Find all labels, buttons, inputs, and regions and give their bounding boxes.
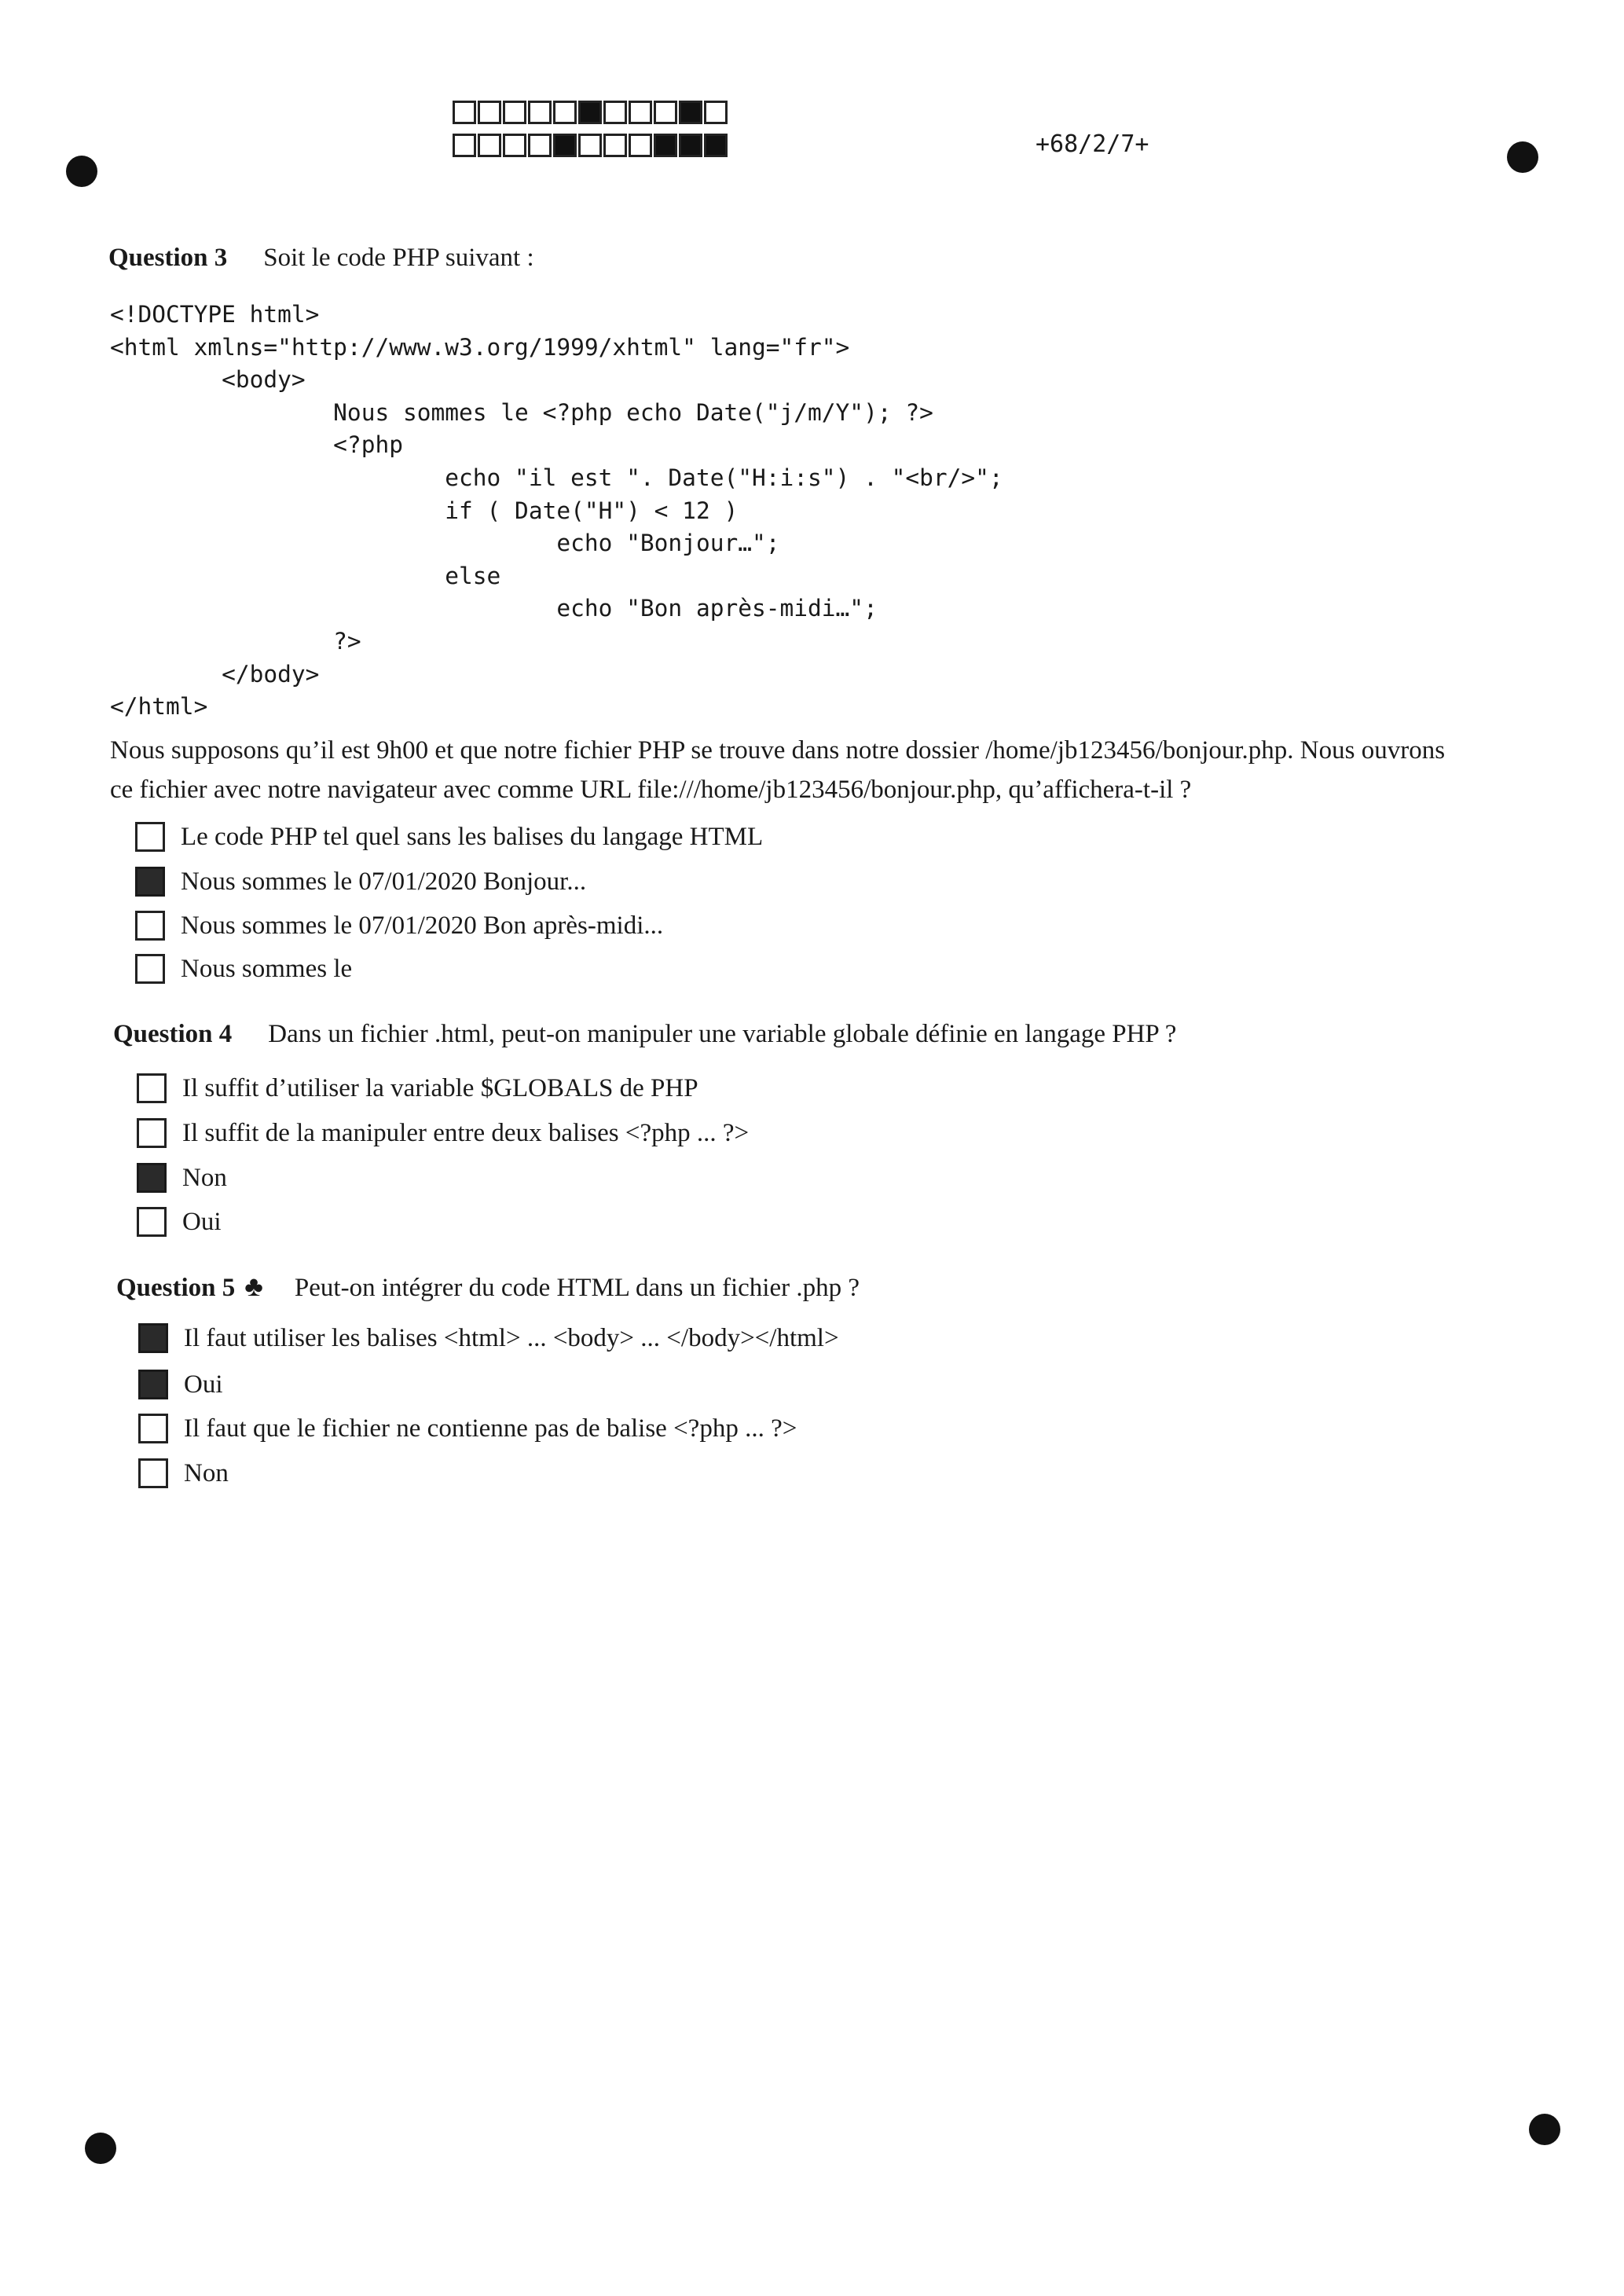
id-grid-row-2 [453, 134, 729, 157]
q5-option-2[interactable] [138, 1370, 223, 1399]
checkbox[interactable] [135, 867, 165, 897]
id-grid-cell [603, 101, 627, 124]
checkbox[interactable] [137, 1073, 167, 1103]
question-5-header [116, 1270, 860, 1303]
checkbox[interactable] [138, 1458, 168, 1488]
code-line: Nous sommes le <?php echo Date("j/m/Y"); ?> [110, 398, 933, 426]
code-line: <?php [110, 431, 403, 459]
code-line: </html> [110, 693, 208, 721]
php-code-block [110, 299, 1003, 724]
question-5-text: Peut-on intégrer du code HTML dans un fichier .php ? [294, 1274, 860, 1302]
option-label: Oui [182, 1207, 222, 1236]
id-grid-cell [453, 134, 476, 157]
option-label: Il faut que le fichier ne contienne pas de balise <?php ... ?> [184, 1414, 797, 1443]
q5-option-3[interactable] [138, 1414, 797, 1443]
id-grid-cell [654, 101, 677, 124]
option-label: Il suffit de la manipuler entre deux balises <?php ... ?> [182, 1118, 750, 1147]
checkbox[interactable] [137, 1163, 167, 1193]
id-grid-cell [704, 101, 728, 124]
paragraph-line-2: ce fichier avec notre navigateur avec comme URL file:///home/jb123456/bonjour.php, qu’affichera-t-il ? [110, 776, 1192, 804]
checkbox[interactable] [138, 1370, 168, 1399]
id-grid-cell [453, 101, 476, 124]
code-line: <!DOCTYPE html> [110, 301, 320, 328]
code-line: echo "Bon après-midi…"; [110, 595, 878, 622]
id-grid-row-1 [453, 101, 729, 124]
id-grid-cell [704, 134, 728, 157]
q5-option-4[interactable] [138, 1458, 229, 1488]
question-3-paragraph [110, 731, 1524, 809]
id-grid-cell [629, 134, 652, 157]
q4-option-2[interactable] [137, 1118, 749, 1148]
option-label: Nous sommes le 07/01/2020 Bonjour... [181, 867, 587, 896]
corner-mark-top-left [66, 156, 97, 187]
checkbox[interactable] [138, 1414, 168, 1443]
checkbox[interactable] [137, 1207, 167, 1237]
id-grid-cell [679, 101, 702, 124]
id-grid-cell [603, 134, 627, 157]
q3-option-2[interactable] [135, 867, 586, 897]
option-label: Le code PHP tel quel sans les balises du langage HTML [181, 822, 764, 851]
club-symbol: ♣ [244, 1271, 263, 1302]
id-grid-cell [654, 134, 677, 157]
checkbox[interactable] [135, 954, 165, 984]
q4-option-4[interactable] [137, 1207, 222, 1237]
id-grid-cell [503, 134, 526, 157]
question-4-header [113, 1020, 1176, 1049]
id-grid-cell [553, 101, 577, 124]
paragraph-line-1: Nous supposons qu’il est 9h00 et que notre fichier PHP se trouve dans notre dossier /home/jb123456/bonjour.php. Nous ouvrons [110, 736, 1446, 765]
question-4-label: Question 4 [113, 1020, 233, 1048]
option-label: Oui [184, 1370, 223, 1399]
id-grid-cell [478, 134, 501, 157]
code-line: <body> [110, 366, 306, 394]
option-label: Nous sommes le 07/01/2020 Bon après-midi... [181, 911, 664, 940]
corner-mark-bottom-right [1529, 2114, 1560, 2145]
code-line: echo "il est ". Date("H:i:s") . "<br/>"; [110, 464, 1003, 491]
corner-mark-bottom-left [85, 2133, 116, 2164]
corner-mark-top-right [1507, 141, 1538, 173]
checkbox[interactable] [135, 822, 165, 852]
question-3-label: Question 3 [108, 244, 228, 272]
code-line: if ( Date("H") < 12 ) [110, 497, 739, 524]
id-grid-cell [478, 101, 501, 124]
q4-option-3[interactable] [137, 1163, 227, 1193]
q5-option-1[interactable] [138, 1323, 839, 1353]
id-grid-cell [553, 134, 577, 157]
code-line: </body> [110, 660, 320, 688]
option-label: Non [184, 1458, 229, 1487]
q3-option-1[interactable] [135, 822, 763, 852]
question-3-text: Soit le code PHP suivant : [263, 244, 534, 272]
id-grid-cell [503, 101, 526, 124]
option-label: Il faut utiliser les balises <html> ... <body> ... </body></html> [184, 1323, 839, 1352]
option-label: Il suffit d’utiliser la variable $GLOBALS de PHP [182, 1073, 698, 1102]
checkbox[interactable] [135, 911, 165, 941]
id-grid-cell [679, 134, 702, 157]
code-line: echo "Bonjour…"; [110, 530, 780, 557]
checkbox[interactable] [137, 1118, 167, 1148]
id-grid-cell [629, 101, 652, 124]
q4-option-1[interactable] [137, 1073, 698, 1103]
code-line: else [110, 562, 501, 589]
id-grid-cell [578, 101, 602, 124]
option-label: Non [182, 1163, 227, 1192]
question-4-text: Dans un fichier .html, peut-on manipuler une variable globale définie en langage PHP ? [268, 1020, 1177, 1048]
id-grid-cell [528, 101, 552, 124]
q3-option-3[interactable] [135, 911, 663, 941]
option-label: Nous sommes le [181, 954, 353, 983]
code-line: <html xmlns="http://www.w3.org/1999/xhtml" lang="fr"> [110, 333, 850, 361]
code-line: ?> [110, 627, 361, 655]
page-code: +68/2/7+ [1036, 130, 1149, 158]
q3-option-4[interactable] [135, 954, 352, 984]
question-5-label: Question 5 [116, 1274, 236, 1302]
checkbox[interactable] [138, 1323, 168, 1353]
question-3-header [108, 244, 534, 273]
id-grid-cell [528, 134, 552, 157]
id-grid-cell [578, 134, 602, 157]
